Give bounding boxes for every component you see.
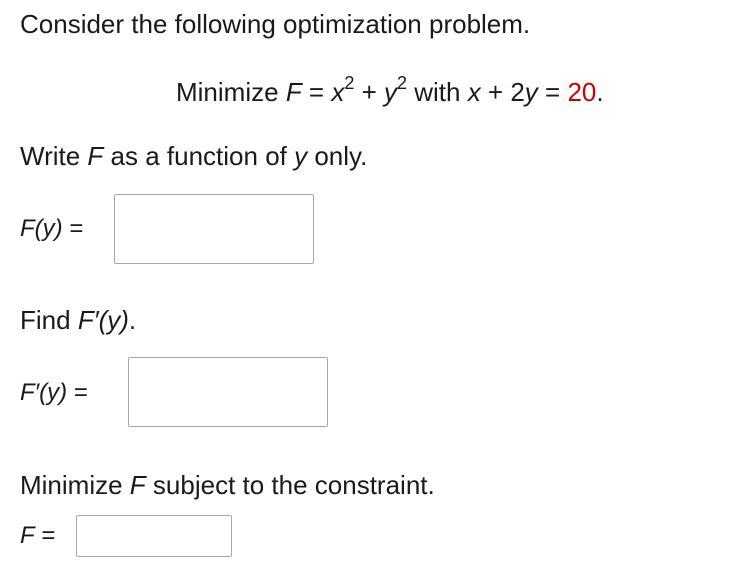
fprime-label [20, 378, 88, 408]
fmin-label-F: F [20, 522, 35, 549]
period: . [596, 77, 604, 107]
instruction3-post: subject to the constraint. [145, 470, 435, 500]
fprime-answer-input[interactable] [128, 357, 328, 427]
instruction1-pre: Write [20, 141, 88, 171]
constraint-x: x [467, 77, 481, 107]
fy-label-eq: = [62, 215, 84, 242]
problem-statement [176, 73, 604, 108]
fprime-label-eq: = [67, 379, 88, 406]
constraint-plus: + 2 [480, 77, 525, 107]
var-x: x [331, 77, 345, 107]
fy-label-fn: F(y) [20, 215, 63, 242]
instruction-minimize [20, 469, 435, 501]
exponent-x: 2 [344, 73, 355, 93]
instruction2-pre: Find [20, 305, 78, 335]
instruction1-post: only. [307, 141, 368, 171]
instruction-write-f [20, 140, 367, 172]
fy-label [20, 214, 83, 244]
var-y: y [384, 77, 397, 107]
instruction1-F: F [87, 141, 104, 171]
instruction3-pre: Minimize [20, 470, 130, 500]
instruction1-y: y [294, 141, 308, 171]
instruction1-mid: as a function of [103, 141, 295, 171]
with-word: with [407, 77, 468, 107]
instruction-find-fprime [20, 304, 136, 336]
exponent-y: 2 [397, 73, 408, 93]
intro-text: Consider the following optimization problem. [20, 9, 531, 39]
minimize-word: Minimize [176, 77, 279, 107]
plus-sign: + [354, 77, 384, 107]
equals-sign: = [301, 77, 332, 107]
fmin-answer-input[interactable] [76, 515, 232, 557]
constraint-value: 20 [567, 77, 597, 107]
fy-answer-input[interactable] [114, 194, 314, 264]
constraint-equals: = [537, 77, 568, 107]
instruction3-F: F [129, 470, 146, 500]
fmin-label [20, 521, 55, 551]
constraint-y: y [524, 77, 538, 107]
instruction2-post: . [128, 305, 137, 335]
fmin-label-eq: = [34, 522, 56, 549]
instruction2-fn: F′(y) [77, 305, 129, 335]
fprime-label-fn: F′(y) [20, 379, 68, 406]
var-F: F [285, 77, 302, 107]
